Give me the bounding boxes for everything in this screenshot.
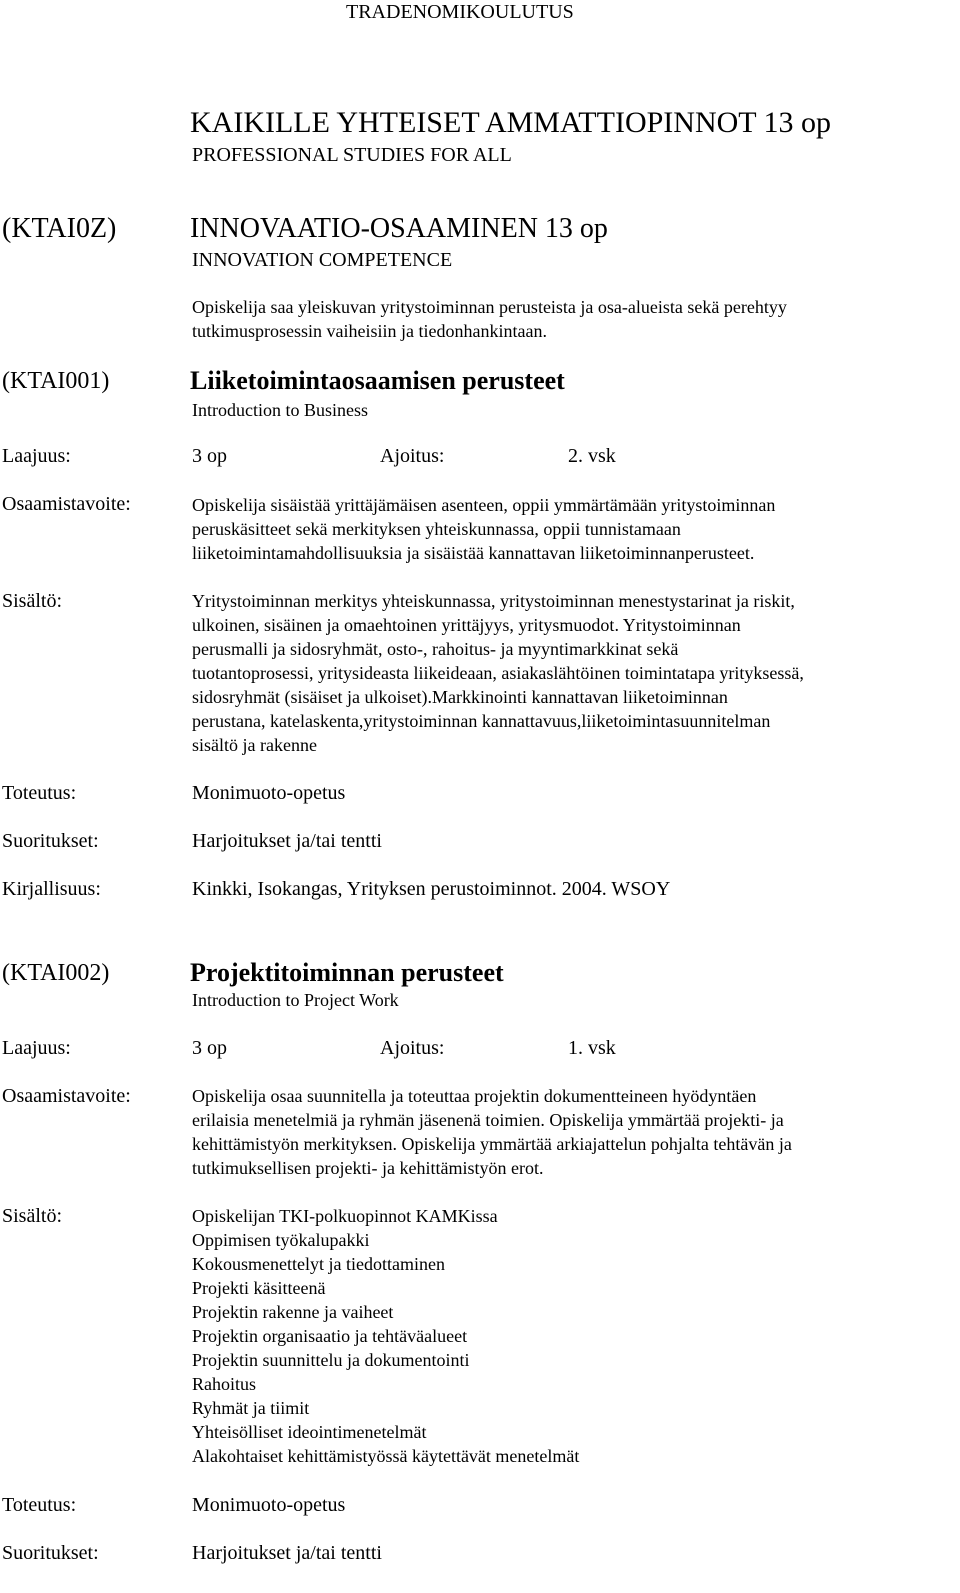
course2-osaamistavoite-label: Osaamistavoite: — [2, 1085, 131, 1107]
course1-sisalto-label: Sisältö: — [2, 590, 63, 612]
course2-osaamistavoite — [192, 1084, 957, 1180]
text-line: kehittämistyön merkityksen. Opiskelija ymmärtää arkiajattelun pohjalta tehtävän ja — [192, 1134, 792, 1154]
text-line: tuotantoprosessi, yritysideasta liikeideaan, asiakaslähtöinen toimintatapa yrityksessä, — [192, 663, 804, 683]
course2-sisalto — [192, 1204, 957, 1468]
course1-kirjallisuus-label: Kirjallisuus: — [2, 878, 101, 900]
course1-kirjallisuus-value: Kinkki, Isokangas, Yrityksen perustoiminnot. 2004. WSOY — [192, 878, 671, 900]
module-title: INNOVAATIO-OSAAMINEN 13 op — [190, 213, 608, 244]
course1-toteutus-value: Monimuoto-opetus — [192, 782, 346, 804]
course2-laajuus-label: Laajuus: — [2, 1037, 71, 1059]
list-item: Projektin organisaatio ja tehtäväalueet — [192, 1326, 468, 1346]
course2-toteutus-label: Toteutus: — [2, 1494, 77, 1516]
list-item: Alakohtaiset kehittämistyössä käytettävät menetelmät — [192, 1446, 580, 1466]
course1-sisalto — [192, 589, 957, 757]
text-line: erilaisia menetelmiä ja ryhmän jäsenenä toimien. Opiskelija ymmärtää projekti- ja — [192, 1110, 784, 1130]
text-line: Opiskelija osaa suunnitella ja toteuttaa projektin dokumentteineen hyödyntäen — [192, 1086, 757, 1106]
course2-sisalto-label: Sisältö: — [2, 1205, 63, 1227]
course1-code: (KTAI001) — [2, 368, 110, 394]
course1-subtitle: Introduction to Business — [192, 400, 368, 420]
main-title: KAIKILLE YHTEISET AMMATTIOPINNOT 13 op — [190, 106, 832, 139]
list-item: Yhteisölliset ideointimenetelmät — [192, 1422, 427, 1442]
course1-toteutus-label: Toteutus: — [2, 782, 77, 804]
main-subtitle: PROFESSIONAL STUDIES FOR ALL — [192, 144, 512, 166]
list-item: Projekti käsitteenä — [192, 1278, 326, 1298]
course2-laajuus-value: 3 op — [192, 1037, 227, 1059]
course1-ajoitus-value: 2. vsk — [568, 445, 616, 467]
text-line: Opiskelija sisäistää yrittäjämäisen asenteen, oppii ymmärtämään yritystoiminnan — [192, 495, 776, 515]
text-line: ulkoinen, sisäinen ja omaehtoinen yrittäjyys, yritysmuodot. Yritystoiminnan — [192, 615, 741, 635]
page-header: TRADENOMIKOULUTUS — [346, 1, 574, 23]
course2-ajoitus-value: 1. vsk — [568, 1037, 616, 1059]
list-item: Oppimisen työkalupakki — [192, 1230, 370, 1250]
text-line: Yritystoiminnan merkitys yhteiskunnassa, yritystoiminnan menestystarinat ja riskit, — [192, 591, 795, 611]
course2-suoritukset-value: Harjoitukset ja/tai tentti — [192, 1542, 382, 1564]
course2-suoritukset-label: Suoritukset: — [2, 1542, 99, 1564]
text-line: perustana, katelaskenta,yritystoiminnan kannattavuus,liiketoimintasuunnitelman — [192, 711, 771, 731]
course2-toteutus-value: Monimuoto-opetus — [192, 1494, 346, 1516]
course2-title: Projektitoiminnan perusteet — [190, 958, 504, 987]
course2-code: (KTAI002) — [2, 960, 110, 986]
list-item: Opiskelijan TKI-polkuopinnot KAMKissa — [192, 1206, 498, 1226]
course2-subtitle: Introduction to Project Work — [192, 990, 399, 1010]
list-item: Kokousmenettelyt ja tiedottaminen — [192, 1254, 445, 1274]
course1-ajoitus-label: Ajoitus: — [380, 445, 445, 467]
course1-suoritukset-label: Suoritukset: — [2, 830, 99, 852]
text-line: perusmalli ja sidosryhmät, osto-, rahoitus- ja myyntimarkkinat sekä — [192, 639, 679, 659]
module-code: (KTAI0Z) — [2, 213, 117, 244]
module-subtitle: INNOVATION COMPETENCE — [192, 249, 453, 271]
course1-title: Liiketoimintaosaamisen perusteet — [190, 366, 565, 395]
course1-suoritukset-value: Harjoitukset ja/tai tentti — [192, 830, 382, 852]
list-item: Projektin rakenne ja vaiheet — [192, 1302, 394, 1322]
text-line: sisältö ja rakenne — [192, 735, 317, 755]
text-line: tutkimuksellisen projekti- ja kehittämistyön erot. — [192, 1158, 544, 1178]
text-line: peruskäsitteet sekä merkityksen yhteiskunnassa, oppii tunnistamaan — [192, 519, 681, 539]
text-line: sidosryhmät (sisäiset ja ulkoiset).Markkinointi kannattavan liiketoiminnan — [192, 687, 728, 707]
course1-osaamistavoite-label: Osaamistavoite: — [2, 493, 131, 515]
text-line: liiketoimintamahdollisuuksia ja sisäistää kannattavan liiketoiminnanperusteet. — [192, 543, 755, 563]
list-item: Ryhmät ja tiimit — [192, 1398, 310, 1418]
list-item: Rahoitus — [192, 1374, 257, 1394]
course1-laajuus-label: Laajuus: — [2, 445, 71, 467]
intro-line: tutkimusprosessin vaiheisiin ja tiedonhankintaan. — [192, 321, 547, 341]
course1-osaamistavoite — [192, 493, 957, 565]
course1-laajuus-value: 3 op — [192, 445, 227, 467]
course2-ajoitus-label: Ajoitus: — [380, 1037, 445, 1059]
module-intro — [192, 295, 957, 343]
list-item: Projektin suunnittelu ja dokumentointi — [192, 1350, 470, 1370]
intro-line: Opiskelija saa yleiskuvan yritystoiminnan perusteista ja osa-alueista sekä perehtyy — [192, 297, 787, 317]
